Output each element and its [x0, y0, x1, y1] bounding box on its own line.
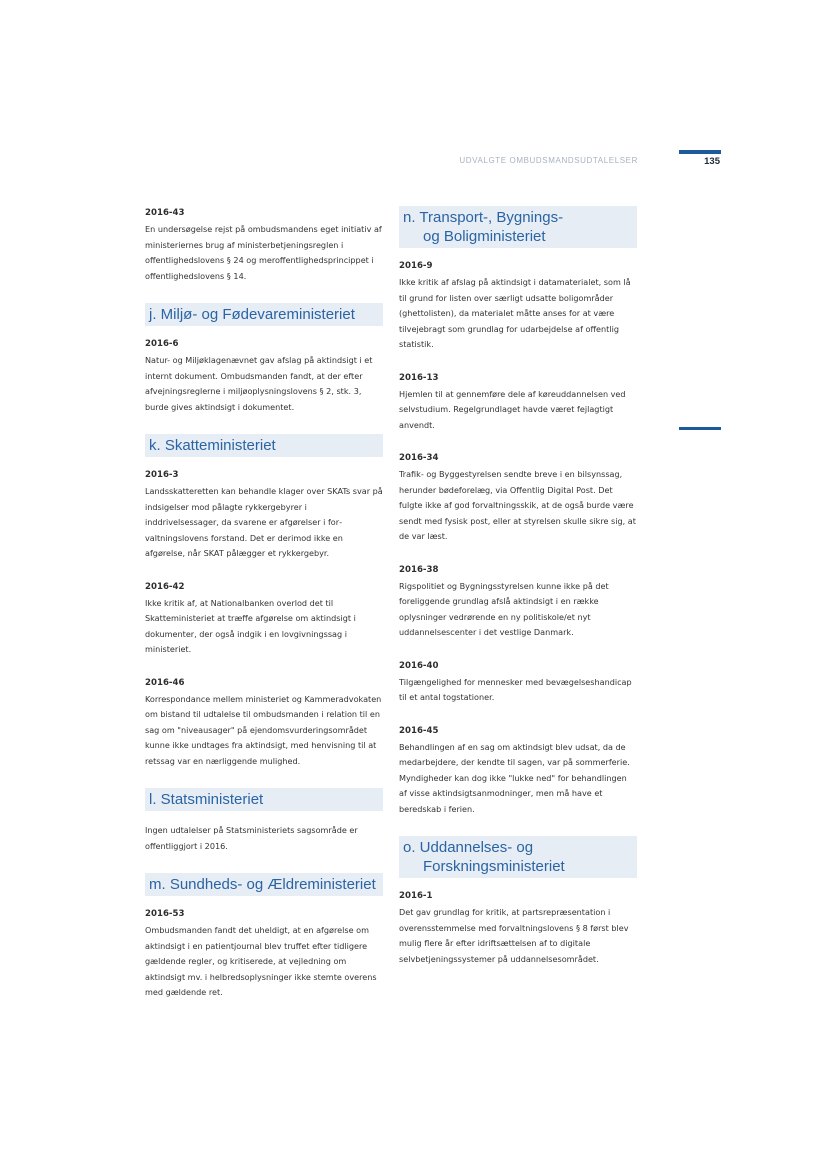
entry-2016-1 — [399, 890, 637, 967]
entry-text: Korrespondance mellem ministeriet og Kammeradvokaten om bistand til udtalelse til ombudsmanden i relation til en sag om "niveausager" på ejendomsvurderingsområdet kunne ikke undtages fra aktindsigt, med henvisning til at retssag var en nærliggende mulighed. — [145, 693, 382, 766]
entry-text: Ikke kritik af afslag på aktindsigt i datamaterialet, som lå til grund for listen over særligt udsatte boligområder (ghettolisten), da materialet måtte anses for at være tilvejebragt som grundlag for udarbejdelse af offentlig statistik. — [399, 277, 631, 349]
entry-2016-40 — [399, 660, 637, 706]
section-heading-l: l. Statsministeriet — [145, 788, 383, 811]
entry-text: Ikke kritik af, at Nationalbanken overlod det til Skatteministeriet at træffe afgørelse om aktindsigt i dokumenter, der også indgik i en lovgivningssag i ministeriet. — [145, 597, 356, 654]
entry-text: Tilgængelighed for mennesker med bevægelseshandicap til et antal togstationer. — [399, 676, 632, 702]
entry-2016-43 — [145, 207, 383, 284]
entry-2016-34 — [399, 452, 637, 545]
section-heading-line: og Boligministeriet — [423, 228, 546, 245]
entry-title: 2016-46 — [145, 677, 185, 688]
section-l-note — [145, 823, 383, 854]
entry-text: Landsskatteretten kan behandle klager over SKATs svar på indsigelser mod pålagte rykkergebyrer i inddrivelsessager, da svarene er afgørelser i forvaltningslovens forstand. Det er derimod ikke en afgørelse, når SKAT pålægger et rykkergebyr. — [145, 486, 383, 558]
entry-text: Natur- og Miljøklagenævnet gav afslag på aktindsigt i et internt dokument. Ombudsmanden fandt, at der efter afvejningsreglerne i miljøoplysningslovens § 2, stk. 3, burde gives aktindsigt i dokumentet. — [145, 355, 373, 412]
left-column — [145, 207, 383, 1020]
entry-title: 2016-38 — [399, 564, 439, 575]
entry-title: 2016-3 — [145, 470, 179, 480]
entry-text: Ingen udtalelser på Statsministeriets sagsområde er offentliggjort i 2016. — [145, 825, 358, 851]
entry-text: Hjemlen til at gennemføre dele af køreuddannelsen ved selvstudium. Regelgrundlaget havde været fejlagtigt anvendt. — [399, 388, 626, 430]
section-heading-m: m. Sundheds- og Ældreministeriet — [145, 873, 383, 896]
section-heading-j: j. Miljø- og Fødevareministeriet — [145, 303, 383, 326]
entry-2016-42 — [145, 581, 383, 658]
page-number: 135 — [704, 156, 720, 167]
section-heading-line: o. Uddannelses- og — [403, 839, 534, 856]
running-header: UDVALGTE OMBUDSMANDSUDTALELSER — [459, 156, 638, 165]
entry-title: 2016-40 — [399, 660, 439, 671]
section-heading-n — [399, 206, 637, 248]
entry-text: En undersøgelse rejst på ombudsmandens eget initiativ af ministeriernes brug af ministerbetjeningsreglen i offentlighedslovens § 24 og meroffentlighedsprincippet i offentlighedslovens § 14. — [145, 224, 382, 281]
entry-text: Behandlingen af en sag om aktindsigt blev udsat, da de medarbejdere, der kendte til sagen, var på sommerferie. Myndigheder kan dog ikke "lukke ned" for behandlingen af visse aktindsigtsanmodninger, men må have et beredskab i ferien. — [399, 741, 630, 814]
entry-2016-9 — [399, 260, 637, 353]
entry-title: 2016-9 — [399, 261, 433, 271]
section-heading-line: n. Transport-, Bygnings- — [403, 209, 564, 226]
header-accent-rule — [679, 150, 721, 154]
section-heading-line: Forskningsministeriet — [423, 858, 565, 875]
entry-title: 2016-42 — [145, 581, 185, 592]
entry-2016-6 — [145, 338, 383, 415]
entry-title: 2016-1 — [399, 891, 433, 901]
entry-2016-38 — [399, 564, 637, 641]
entry-text: Det gav grundlag for kritik, at partsrepræsentation i overensstemmelse med forvaltningslovens § 8 først blev mulig flere år efter idriftsættelsen af to digitale selvbetjeningssystemer på uddannelsesområdet. — [399, 907, 629, 964]
right-column — [399, 206, 637, 986]
entry-title: 2016-53 — [145, 909, 185, 919]
entry-title: 2016-13 — [399, 372, 439, 383]
entry-2016-3 — [145, 469, 383, 562]
margin-accent-rule — [679, 427, 721, 430]
entry-title: 2016-6 — [145, 339, 179, 349]
entry-title: 2016-45 — [399, 725, 439, 736]
entry-text: Trafik- og Byggestyrelsen sendte breve i en bilsynssag, herunder bødeforelæg, via Offentlig Digital Post. Det fulgte ikke af god forvaltningsskik, at de også burde være sendt med fysisk post, eller at styrelsen skulle sikre sig, at de var læst. — [399, 469, 636, 541]
entry-text: Ombudsmanden fandt det uheldigt, at en afgørelse om aktindsigt i en patientjournal blev truffet efter tidligere gældende regler, og kritiserede, at vejledning om aktindsigt mv. i helbredsoplysninger ikke stemte overens med gældende ret. — [145, 925, 377, 997]
entry-2016-53 — [145, 908, 383, 1001]
section-heading-k: k. Skatteministeriet — [145, 434, 383, 457]
entry-title: 2016-43 — [145, 208, 185, 218]
entry-2016-45 — [399, 725, 637, 818]
section-heading-o — [399, 836, 637, 878]
entry-title: 2016-34 — [399, 453, 439, 463]
entry-2016-46 — [145, 677, 383, 770]
entry-text: Rigspolitiet og Bygningsstyrelsen kunne ikke på det foreliggende grundlag afslå aktindsigt i en række oplysninger vedrørende en ny politiskole/et nyt uddannelsescenter i det vestlige Danmark. — [399, 580, 609, 637]
entry-2016-13 — [399, 372, 637, 434]
